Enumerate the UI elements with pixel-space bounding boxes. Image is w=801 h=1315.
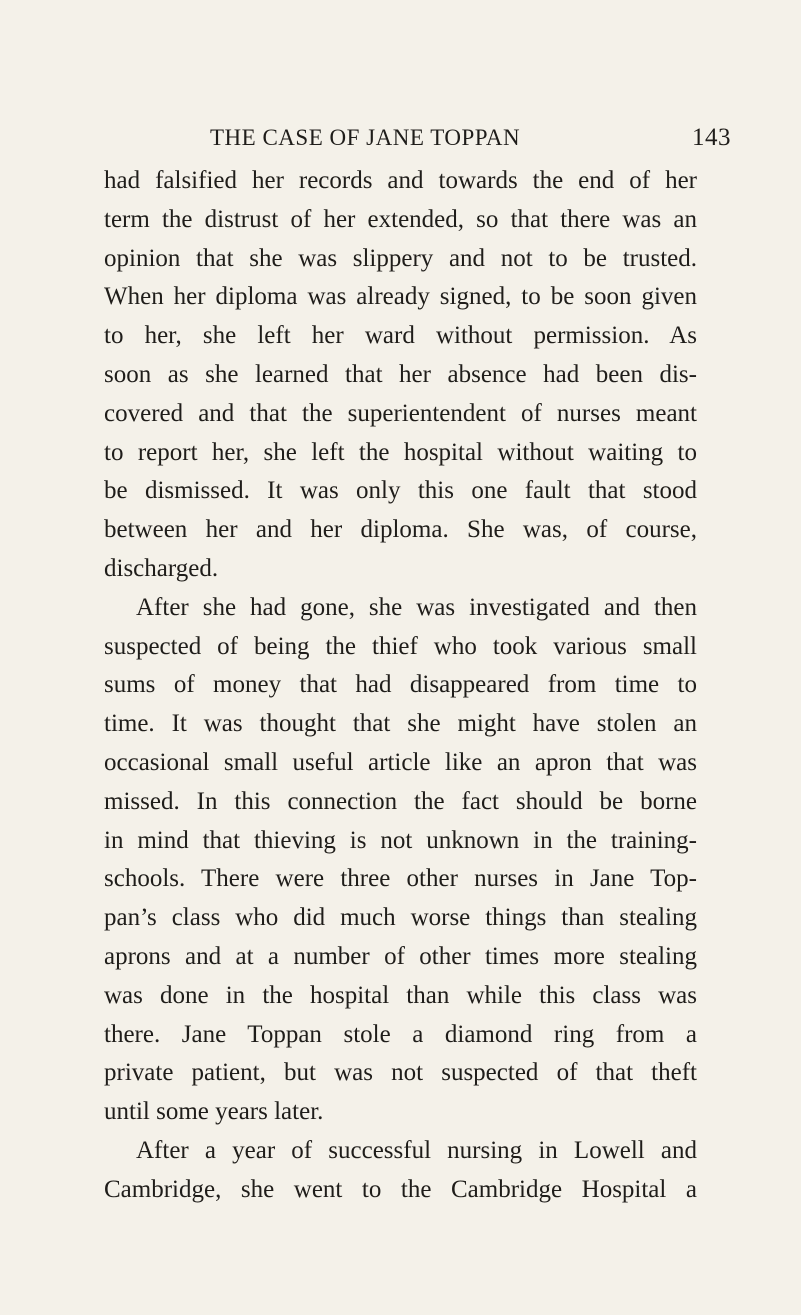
text-line: sums of money that had disappeared from time to: [104, 671, 697, 699]
text-line: pan’s class who did much worse things than stealing: [104, 904, 697, 932]
running-head: [210, 118, 731, 158]
text-line: term the distrust of her extended, so that there was an: [104, 205, 697, 233]
text-line: until some years later.: [104, 1098, 324, 1126]
text-line: to report her, she left the hospital without waiting to: [104, 438, 697, 466]
page-number: 143: [692, 124, 731, 151]
text-line: opinion that she was slippery and not to be trusted.: [104, 244, 697, 272]
text-line: schools. There were three other nurses in Jane Top-: [104, 865, 697, 893]
text-line: occasional small useful article like an apron that was: [104, 748, 697, 776]
text-line: suspected of being the thief who took various small: [104, 632, 697, 660]
text-line: Cambridge, she went to the Cambridge Hospital a: [104, 1175, 697, 1203]
text-line: time. It was thought that she might have stolen an: [104, 710, 697, 738]
text-line: After she had gone, she was investigated and then: [136, 593, 697, 621]
text-line: After a year of successful nursing in Lowell and: [136, 1136, 697, 1164]
text-line: in mind that thieving is not unknown in the training-: [104, 826, 697, 854]
body-text: [104, 162, 697, 1210]
text-line: between her and her diploma. She was, of course,: [104, 516, 697, 544]
text-line: to her, she left her ward without permission. As: [104, 322, 697, 350]
text-line: missed. In this connection the fact should be borne: [104, 787, 697, 815]
text-line: had falsified her records and towards the end of her: [104, 167, 697, 194]
text-line: private patient, but was not suspected of that theft: [104, 1059, 697, 1087]
text-line: discharged.: [104, 554, 219, 582]
running-title: THE CASE OF JANE TOPPAN: [210, 125, 521, 150]
text-line: there. Jane Toppan stole a diamond ring from a: [104, 1020, 697, 1048]
text-line: When her diploma was already signed, to be soon given: [104, 283, 697, 311]
text-line: be dismissed. It was only this one fault that stood: [104, 477, 697, 505]
text-line: was done in the hospital than while this class was: [104, 981, 697, 1009]
text-line: covered and that the superientendent of nurses meant: [104, 399, 697, 427]
text-line: aprons and at a number of other times more stealing: [104, 942, 697, 970]
text-line: soon as she learned that her absence had been dis-: [104, 360, 697, 388]
